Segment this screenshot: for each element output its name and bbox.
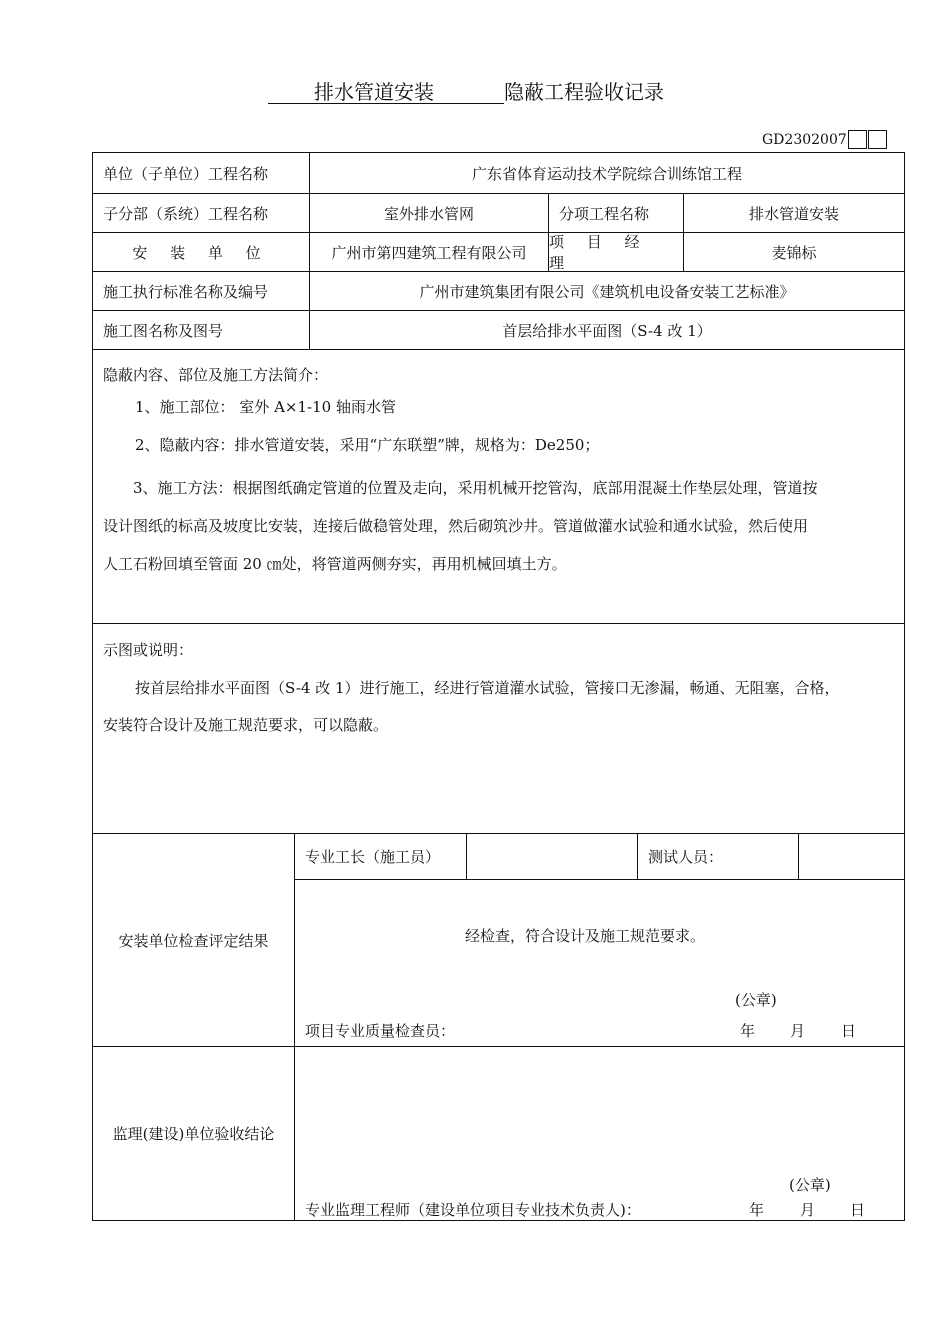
drawing-label-cell: [92, 310, 310, 350]
supervision-month: 月: [800, 1201, 816, 1219]
unit-project-value-cell: [309, 152, 905, 194]
drawing-label: 施工图名称及图号: [103, 321, 224, 340]
pm-value: 麦锦标: [771, 243, 817, 262]
hidden-item-1: 1、施工部位： 室外 A×1-10 轴雨水管: [135, 398, 396, 416]
hidden-content-section: [92, 349, 905, 624]
document-title: [268, 74, 708, 104]
install-unit-label-cell: [92, 232, 310, 272]
diagram-notes-section: [92, 623, 905, 834]
subdivision-value: 室外排水管网: [383, 204, 474, 223]
foreman-label-cell: [294, 833, 467, 880]
form-code: [762, 130, 887, 149]
unit-project-label-cell: [92, 152, 310, 194]
unit-project-label: 单位（子单位）工程名称: [103, 164, 269, 183]
supervising-engineer-label: 专业监理工程师（建设单位项目专业技术负责人)：: [305, 1201, 641, 1219]
quality-inspector-label: 项目专业质量检查员：: [305, 1022, 456, 1040]
install-check-result-cell: [294, 879, 905, 1047]
install-unit-value: 广州市第四建筑工程有限公司: [331, 243, 527, 262]
item-label-cell: [548, 193, 684, 233]
hidden-item-2: 2、隐蔽内容：排水管道安装，采用“广东联塑”牌，规格为：De250；: [135, 436, 600, 454]
install-check-label: 安装单位检查评定结果: [118, 931, 269, 950]
supervision-result-cell: [294, 1046, 905, 1221]
code-box-2: [868, 130, 887, 149]
form-code-text: GD2302007: [762, 131, 847, 148]
hidden-heading: 隐蔽内容、部位及施工方法简介：: [103, 366, 329, 384]
install-unit-label: 安 装 单 位: [132, 243, 270, 262]
subdivision-label-cell: [92, 193, 310, 233]
tester-value-cell: [798, 833, 905, 880]
item-value-cell: [683, 193, 905, 233]
title-record-name: 隐蔽工程验收记录: [504, 80, 664, 104]
install-check-year: 年: [740, 1022, 756, 1040]
install-check-conclusion: 经检查，符合设计及施工规范要求。: [465, 927, 706, 945]
hidden-item-3-line-2: 设计图纸的标高及坡度比安装，连接后做稳管处理，然后砌筑沙井。管道做灌水试验和通水试验，然后使用: [103, 517, 809, 535]
standard-value: 广州市建筑集团有限公司《建筑机电设备安装工艺标准》: [419, 282, 795, 301]
tester-label-cell: [637, 833, 799, 880]
install-check-label-cell: [92, 833, 295, 1047]
standard-label-cell: [92, 271, 310, 311]
item-value: 排水管道安装: [748, 204, 839, 223]
subdivision-label: 子分部（系统）工程名称: [103, 204, 269, 223]
install-check-month: 月: [790, 1022, 806, 1040]
install-check-day: 日: [841, 1022, 857, 1040]
pm-value-cell: [683, 232, 905, 272]
diagram-line-2: 安装符合设计及施工规范要求，可以隐蔽。: [103, 716, 389, 734]
foreman-value-cell: [466, 833, 638, 880]
supervision-label: 监理(建设)单位验收结论: [112, 1125, 275, 1143]
foreman-label: 专业工长（施工员）: [305, 848, 441, 866]
install-check-seal: (公章): [735, 991, 777, 1009]
pm-label-cell: [548, 232, 684, 272]
hidden-item-3-line-1: 3、施工方法：根据图纸确定管道的位置及走向，采用机械开挖管沟，底部用混凝土作垫层处理，管道按: [133, 479, 818, 497]
standard-label: 施工执行标准名称及编号: [103, 282, 269, 301]
supervision-day: 日: [850, 1201, 866, 1219]
subdivision-value-cell: [309, 193, 549, 233]
drawing-value-cell: [309, 310, 905, 350]
title-item-name: 排水管道安装: [314, 80, 434, 104]
tester-label: 测试人员：: [648, 848, 724, 866]
supervision-label-cell: [92, 1046, 295, 1221]
item-label: 分项工程名称: [559, 204, 650, 223]
diagram-heading: 示图或说明：: [103, 641, 194, 659]
pm-label: 项 目 经 理: [549, 233, 649, 272]
standard-value-cell: [309, 271, 905, 311]
unit-project-value: 广东省体育运动技术学院综合训练馆工程: [471, 164, 742, 183]
supervision-seal: (公章): [789, 1176, 831, 1194]
supervision-year: 年: [749, 1201, 765, 1219]
hidden-item-3-line-3: 人工石粉回填至管面 20 ㎝处，将管道两侧夯实，再用机械回填土方。: [103, 555, 567, 573]
code-box-1: [848, 130, 867, 149]
diagram-line-1: 按首层给排水平面图（S-4 改 1）进行施工，经进行管道灌水试验，管接口无渗漏，畅通、无阻塞，合格，: [135, 679, 840, 697]
drawing-value: 首层给排水平面图（S-4 改 1）: [502, 321, 712, 340]
install-unit-value-cell: [309, 232, 549, 272]
